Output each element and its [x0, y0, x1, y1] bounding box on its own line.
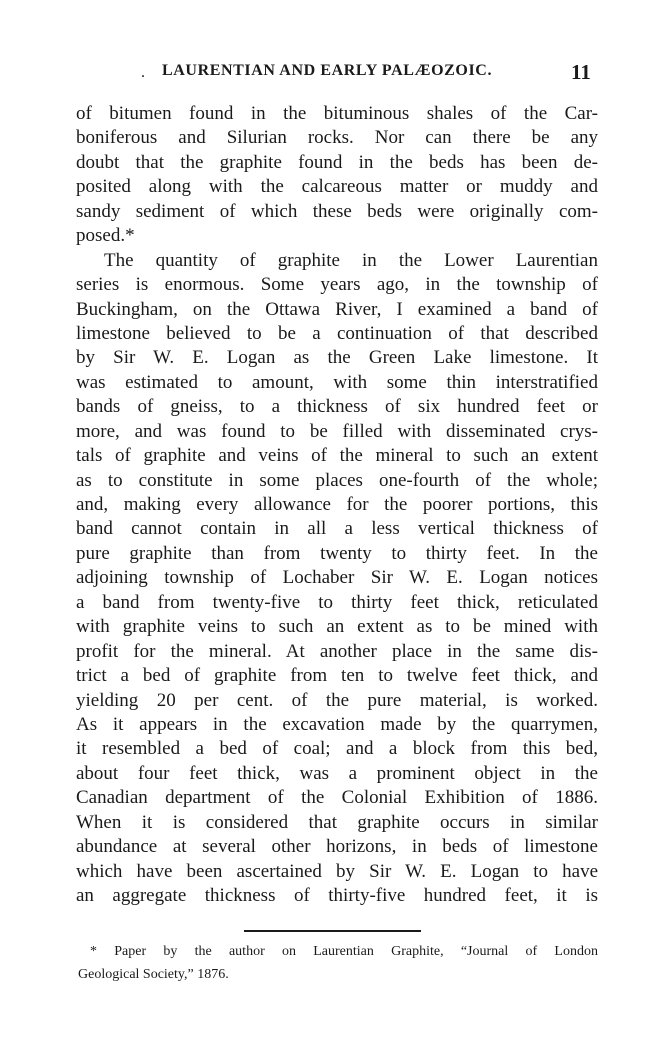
text-line: more, and was found to be filled with disseminated crys- — [76, 420, 598, 442]
text-line: sandy sediment of which these beds were originally com- — [76, 200, 598, 222]
text-line: The quantity of graphite in the Lower Laurentian — [104, 249, 598, 271]
footnote-line: * Paper by the author on Laurentian Graphite, “Journal of London — [90, 944, 598, 959]
text-line: bands of gneiss, to a thickness of six hundred feet or — [76, 396, 598, 418]
text-line: trict a bed of graphite from ten to twelve feet thick, and — [76, 665, 598, 687]
text-line: yielding 20 per cent. of the pure material, is worked. — [76, 689, 598, 711]
footnote-divider — [244, 930, 421, 932]
text-line: a band from twenty-five to thirty feet thick, reticulated — [76, 591, 598, 613]
text-line: adjoining township of Lochaber Sir W. E. Logan notices — [76, 567, 598, 589]
text-line: about four feet thick, was a prominent object in the — [76, 762, 598, 784]
text-line: which have been ascertained by Sir W. E. Logan to have — [76, 860, 598, 882]
text-line: pure graphite than from twenty to thirty feet. In the — [76, 542, 598, 564]
footnote-line: Geological Society,” 1876. — [78, 967, 229, 982]
text-line: tals of graphite and veins of the mineral to such an extent — [76, 445, 598, 467]
text-line: Canadian department of the Colonial Exhibition of 1886. — [76, 787, 598, 809]
page-header — [0, 60, 663, 88]
running-head: LAURENTIAN AND EARLY PALÆOZOIC. — [162, 62, 493, 79]
text-line: When it is considered that graphite occurs in similar — [76, 811, 598, 833]
text-line: abundance at several other horizons, in beds of limestone — [76, 836, 598, 858]
text-line: by Sir W. E. Logan as the Green Lake limestone. It — [76, 347, 598, 369]
header-dot-mark: . — [141, 64, 145, 81]
text-line: an aggregate thickness of thirty-five hundred feet, it is — [76, 885, 598, 906]
text-line: series is enormous. Some years ago, in the township of — [76, 274, 598, 296]
text-line: was estimated to amount, with some thin interstratified — [76, 371, 598, 393]
text-line: with graphite veins to such an extent as to be mined with — [76, 616, 598, 638]
page-number: 11 — [571, 60, 591, 84]
text-line: and, making every allowance for the poorer portions, this — [76, 494, 598, 515]
text-line: as to constitute in some places one-fourth of the whole; — [76, 469, 598, 491]
text-line: doubt that the graphite found in the beds has been de- — [76, 151, 598, 173]
text-line: of bitumen found in the bituminous shales of the Car- — [76, 103, 598, 124]
footnote — [78, 940, 598, 986]
text-line: posited along with the calcareous matter or muddy and — [76, 176, 598, 198]
text-line: As it appears in the excavation made by the quarrymen, — [76, 713, 598, 735]
text-line: Buckingham, on the Ottawa River, I examined a band of — [76, 298, 598, 320]
text-line: boniferous and Silurian rocks. Nor can there be any — [76, 127, 598, 149]
text-line: posed.* — [76, 225, 135, 247]
text-line: it resembled a bed of coal; and a block from this bed, — [76, 738, 598, 760]
text-line: profit for the mineral. At another place in the same dis- — [76, 640, 598, 662]
body-text — [76, 102, 598, 908]
text-line: limestone believed to be a continuation of that described — [76, 322, 598, 344]
text-line: band cannot contain in all a less vertical thickness of — [76, 518, 598, 540]
